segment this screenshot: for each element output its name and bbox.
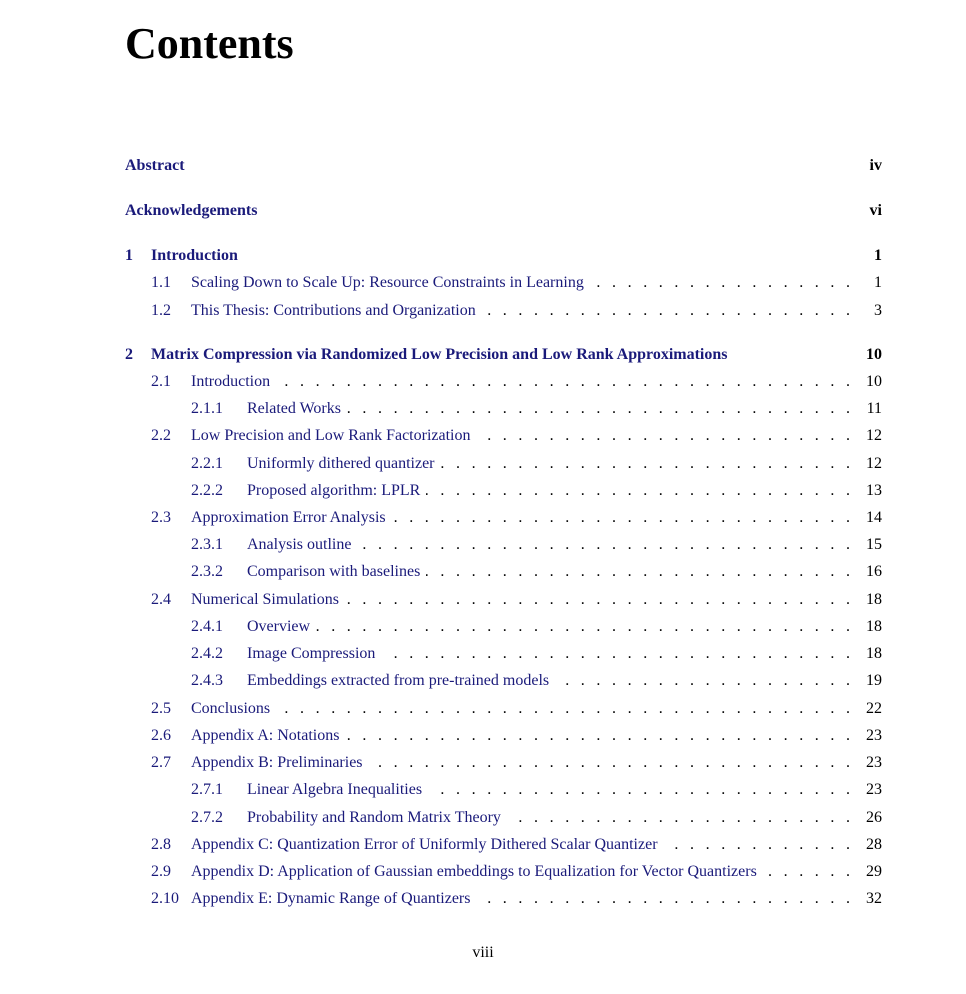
toc-entry-number: 1: [125, 247, 133, 264]
toc-entry[interactable]: [0, 724, 966, 748]
toc-entry-number: 2.5: [151, 700, 171, 717]
toc-entry-title[interactable]: Appendix E: Dynamic Range of Quantizers: [191, 890, 471, 907]
toc-entry-title[interactable]: Proposed algorithm: LPLR: [247, 482, 421, 499]
toc-entry-title[interactable]: Uniformly dithered quantizer: [247, 455, 435, 472]
toc-entry-page[interactable]: vi: [869, 202, 882, 219]
toc-entry-number: 2.3.2: [191, 563, 223, 580]
toc-entry[interactable]: [0, 299, 966, 323]
dot-leader: [426, 479, 850, 503]
dot-leader: [392, 506, 850, 530]
toc-entry-number: 2.7.2: [191, 809, 223, 826]
dot-leader: [426, 560, 850, 584]
toc-entry-page[interactable]: 19: [866, 672, 882, 689]
dot-leader: [441, 452, 850, 476]
toc-entry[interactable]: [0, 370, 966, 394]
toc-entry[interactable]: [0, 479, 966, 503]
page-number: viii: [472, 944, 494, 961]
dot-leader: [763, 860, 850, 884]
toc-entry-number: 1.1: [151, 274, 171, 291]
toc-entry-page[interactable]: 1: [874, 247, 882, 264]
toc-entry-page[interactable]: 12: [866, 455, 882, 472]
dot-leader: [664, 833, 850, 857]
toc-entry-number: 2.10: [151, 890, 179, 907]
toc-entry-page[interactable]: 18: [866, 618, 882, 635]
toc-entry[interactable]: [0, 424, 966, 448]
toc-entry[interactable]: [0, 154, 966, 178]
toc-entry[interactable]: [0, 697, 966, 721]
dot-leader: [590, 271, 850, 295]
toc-entry-page[interactable]: 14: [866, 509, 882, 526]
toc-entry-title[interactable]: Acknowledgements: [125, 202, 258, 219]
toc-entry[interactable]: [0, 588, 966, 612]
toc-entry-page[interactable]: 10: [866, 346, 882, 363]
dot-leader: [555, 669, 850, 693]
toc-entry-title[interactable]: Appendix C: Quantization Error of Uniformly Dithered Scalar Quantizer: [191, 836, 658, 853]
toc-entry-number: 2.6: [151, 727, 171, 744]
toc-entry-title[interactable]: Appendix A: Notations: [191, 727, 340, 744]
toc-entry-number: 2.2.1: [191, 455, 223, 472]
toc-entry-number: 2.8: [151, 836, 171, 853]
toc-entry-number: 2.7.1: [191, 781, 223, 798]
toc-entry-title[interactable]: Conclusions: [191, 700, 271, 717]
toc-entry-page[interactable]: 29: [866, 863, 882, 880]
toc-entry-title[interactable]: Approximation Error Analysis: [191, 509, 386, 526]
toc-entry[interactable]: [0, 806, 966, 830]
toc-entry[interactable]: [0, 506, 966, 530]
toc-entry-number: 2.4.2: [191, 645, 223, 662]
toc-entry-page[interactable]: 3: [874, 302, 882, 319]
dot-leader: [345, 588, 850, 612]
toc-entry[interactable]: [0, 642, 966, 666]
toc-entry-title[interactable]: Introduction: [151, 247, 238, 264]
toc-entry-number: 2.2.2: [191, 482, 223, 499]
toc-entry-page[interactable]: 32: [866, 890, 882, 907]
dot-leader: [477, 424, 850, 448]
toc-entry-number: 1.2: [151, 302, 171, 319]
toc-entry-page[interactable]: 11: [866, 400, 882, 417]
dot-leader: [276, 370, 850, 394]
toc-entry[interactable]: [0, 860, 966, 884]
toc-entry-title[interactable]: Embeddings extracted from pre-trained models: [247, 672, 550, 689]
toc-entry-page[interactable]: 23: [866, 727, 882, 744]
toc-entry-title[interactable]: Numerical Simulations: [191, 591, 339, 608]
toc-entry-title[interactable]: Scaling Down to Scale Up: Resource Constraints in Learning: [191, 274, 584, 291]
toc-entry-title[interactable]: Matrix Compression via Randomized Low Precision and Low Rank Approximations: [151, 346, 728, 363]
toc-entry-page[interactable]: 16: [866, 563, 882, 580]
toc-entry[interactable]: [0, 397, 966, 421]
toc-entry[interactable]: [0, 778, 966, 802]
toc-entry[interactable]: [0, 560, 966, 584]
toc-entry-page[interactable]: 28: [866, 836, 882, 853]
toc-entry-title[interactable]: Comparison with baselines: [247, 563, 421, 580]
toc-entry-title[interactable]: Linear Algebra Inequalities: [247, 781, 423, 798]
toc-entry-title[interactable]: Probability and Random Matrix Theory: [247, 809, 501, 826]
toc-entry-number: 2.4.3: [191, 672, 223, 689]
dot-leader: [381, 642, 850, 666]
toc-entry-page[interactable]: 18: [866, 591, 882, 608]
toc-entry[interactable]: [0, 615, 966, 639]
toc-entry-number: 2.4.1: [191, 618, 223, 635]
toc-entry-title[interactable]: Appendix D: Application of Gaussian embeddings to Equalization for Vector Quantizers: [191, 863, 757, 880]
toc-entry[interactable]: [0, 669, 966, 693]
dot-leader: [345, 724, 850, 748]
toc-entry-page[interactable]: iv: [869, 157, 882, 174]
toc-entry-page[interactable]: 22: [866, 700, 882, 717]
toc-entry[interactable]: [0, 887, 966, 911]
toc-entry-number: 2.2: [151, 427, 171, 444]
toc-entry[interactable]: [0, 751, 966, 775]
toc-entry-title[interactable]: Appendix B: Preliminaries: [191, 754, 363, 771]
toc-entry-title[interactable]: Overview: [247, 618, 311, 635]
toc-entry-number: 2.3.1: [191, 536, 223, 553]
toc-entry[interactable]: [0, 533, 966, 557]
toc-entry[interactable]: [0, 271, 966, 295]
dot-leader: [357, 533, 850, 557]
toc-entry-page[interactable]: 1: [874, 274, 882, 291]
toc-entry-page[interactable]: 23: [866, 781, 882, 798]
dot-leader: [369, 751, 850, 775]
toc-entry[interactable]: [0, 343, 966, 367]
toc-entry-title[interactable]: Low Precision and Low Rank Factorization: [191, 427, 471, 444]
toc-entry-title[interactable]: Analysis outline: [247, 536, 352, 553]
dot-leader: [276, 697, 850, 721]
toc-entry-number: 2.7: [151, 754, 171, 771]
dot-leader: [476, 887, 850, 911]
toc-entry-number: 2.1: [151, 373, 171, 390]
toc-entry-page[interactable]: 18: [866, 645, 882, 662]
toc-entry[interactable]: [0, 244, 966, 268]
page-title: Contents: [125, 19, 294, 68]
dot-leader: [316, 615, 850, 639]
dot-leader: [507, 806, 850, 830]
toc-entry-title[interactable]: Abstract: [125, 157, 185, 174]
toc-entry-number: 2.1.1: [191, 400, 223, 417]
toc-entry-number: 2: [125, 346, 133, 363]
toc-entry-number: 2.9: [151, 863, 171, 880]
toc-entry[interactable]: [0, 199, 966, 223]
toc-entry-number: 2.3: [151, 509, 171, 526]
toc-entry-title[interactable]: Introduction: [191, 373, 271, 390]
toc-entry-page[interactable]: 15: [866, 536, 882, 553]
toc-entry-title[interactable]: This Thesis: Contributions and Organization: [191, 302, 476, 319]
toc-entry-page[interactable]: 10: [866, 373, 882, 390]
toc-entry-page[interactable]: 26: [866, 809, 882, 826]
toc-entry[interactable]: [0, 833, 966, 857]
toc-entry-page[interactable]: 12: [866, 427, 882, 444]
toc-entry-title[interactable]: Related Works: [247, 400, 341, 417]
toc-entry-number: 2.4: [151, 591, 171, 608]
dot-leader: [347, 397, 850, 421]
toc-entry[interactable]: [0, 452, 966, 476]
toc-entry-page[interactable]: 23: [866, 754, 882, 771]
dot-leader: [482, 299, 850, 323]
dot-leader: [428, 778, 850, 802]
toc-entry-page[interactable]: 13: [866, 482, 882, 499]
toc-entry-title[interactable]: Image Compression: [247, 645, 376, 662]
